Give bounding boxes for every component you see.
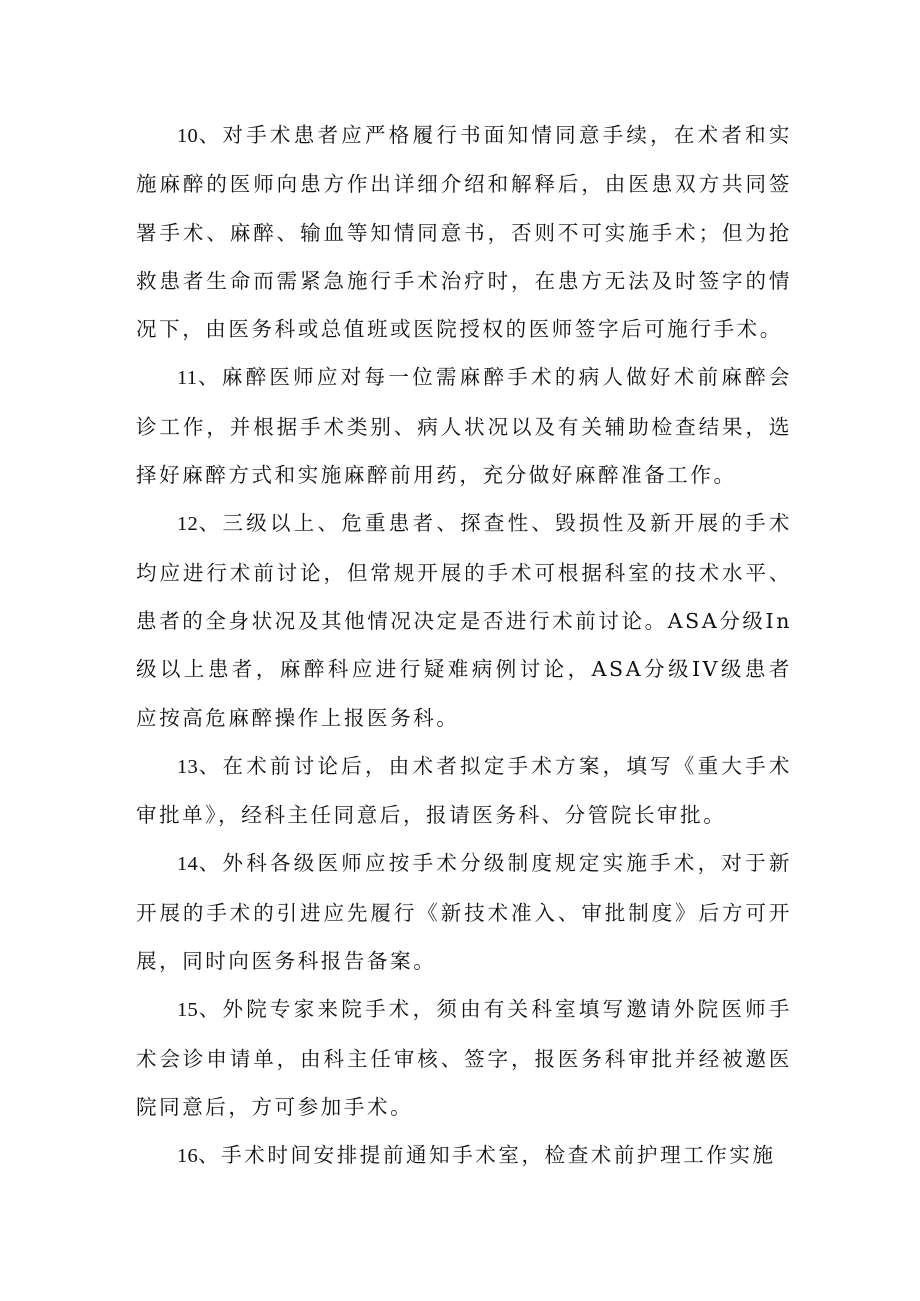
paragraph-number: 13 xyxy=(177,755,199,778)
paragraph-number: 11 xyxy=(177,367,198,390)
paragraph-15 xyxy=(136,985,792,1131)
paragraph-11 xyxy=(136,353,792,499)
paragraph-number: 10 xyxy=(177,125,199,147)
paragraph-number: 16 xyxy=(177,1145,199,1168)
paragraph-text: 、三级以上、危重患者、探查性、毁损性及新开展的手术均应进行术前讨论，但常规开展的手术可根据科室的技术水平、患者的全身状况及其他情况决定是否进行术前讨论。ASA分级In级以上患者，麻醉科应进行疑难病例讨论，ASA分级IV级患者应按高危麻醉操作上报医务科。 xyxy=(136,511,792,730)
paragraph-number: 15 xyxy=(177,999,199,1022)
paragraph-text: 、外院专家来院手术，须由有关科室填写邀请外院医师手术会诊申请单，由科主任审核、签字，报医务科审批并经被邀医院同意后，方可参加手术。 xyxy=(136,997,792,1119)
paragraph-12 xyxy=(136,499,792,741)
paragraph-text: 、外科各级医师应按手术分级制度规定实施手术，对于新开展的手术的引进应先履行《新技术准入、审批制度》后方可开展，同时向医务科报告备案。 xyxy=(136,851,792,974)
paragraph-text: 、对手术患者应严格履行书面知情同意手续，在术者和实施麻醉的医师向患方作出详细介绍和解释后，由医患双方共同签署手术、麻醉、输血等知情同意书，否则不可实施手术；但为抢救患者生命而需紧急施行手术治疗时，在患方无法及时签字的情况下，由医务科或总值班或医院授权的医师签字后可施行手术。 xyxy=(136,123,792,342)
paragraph-10 xyxy=(136,111,792,353)
paragraph-14 xyxy=(136,839,792,985)
paragraph-number: 12 xyxy=(177,513,199,536)
paragraph-text: 、手术时间安排提前通知手术室，检查术前护理工作实施 xyxy=(198,1143,776,1168)
paragraph-13 xyxy=(136,742,792,840)
paragraph-text: 、麻醉医师应对每一位需麻醉手术的病人做好术前麻醉会诊工作，并根据手术类别、病人状况以及有关辅助检查结果，选择好麻醉方式和实施麻醉前用药，充分做好麻醉准备工作。 xyxy=(136,365,792,488)
paragraph-text: 、在术前讨论后，由术者拟定手术方案，填写《重大手术审批单》，经科主任同意后，报请医务科、分管院长审批。 xyxy=(136,753,792,828)
paragraph-16 xyxy=(136,1131,792,1180)
paragraph-number: 14 xyxy=(177,853,199,876)
